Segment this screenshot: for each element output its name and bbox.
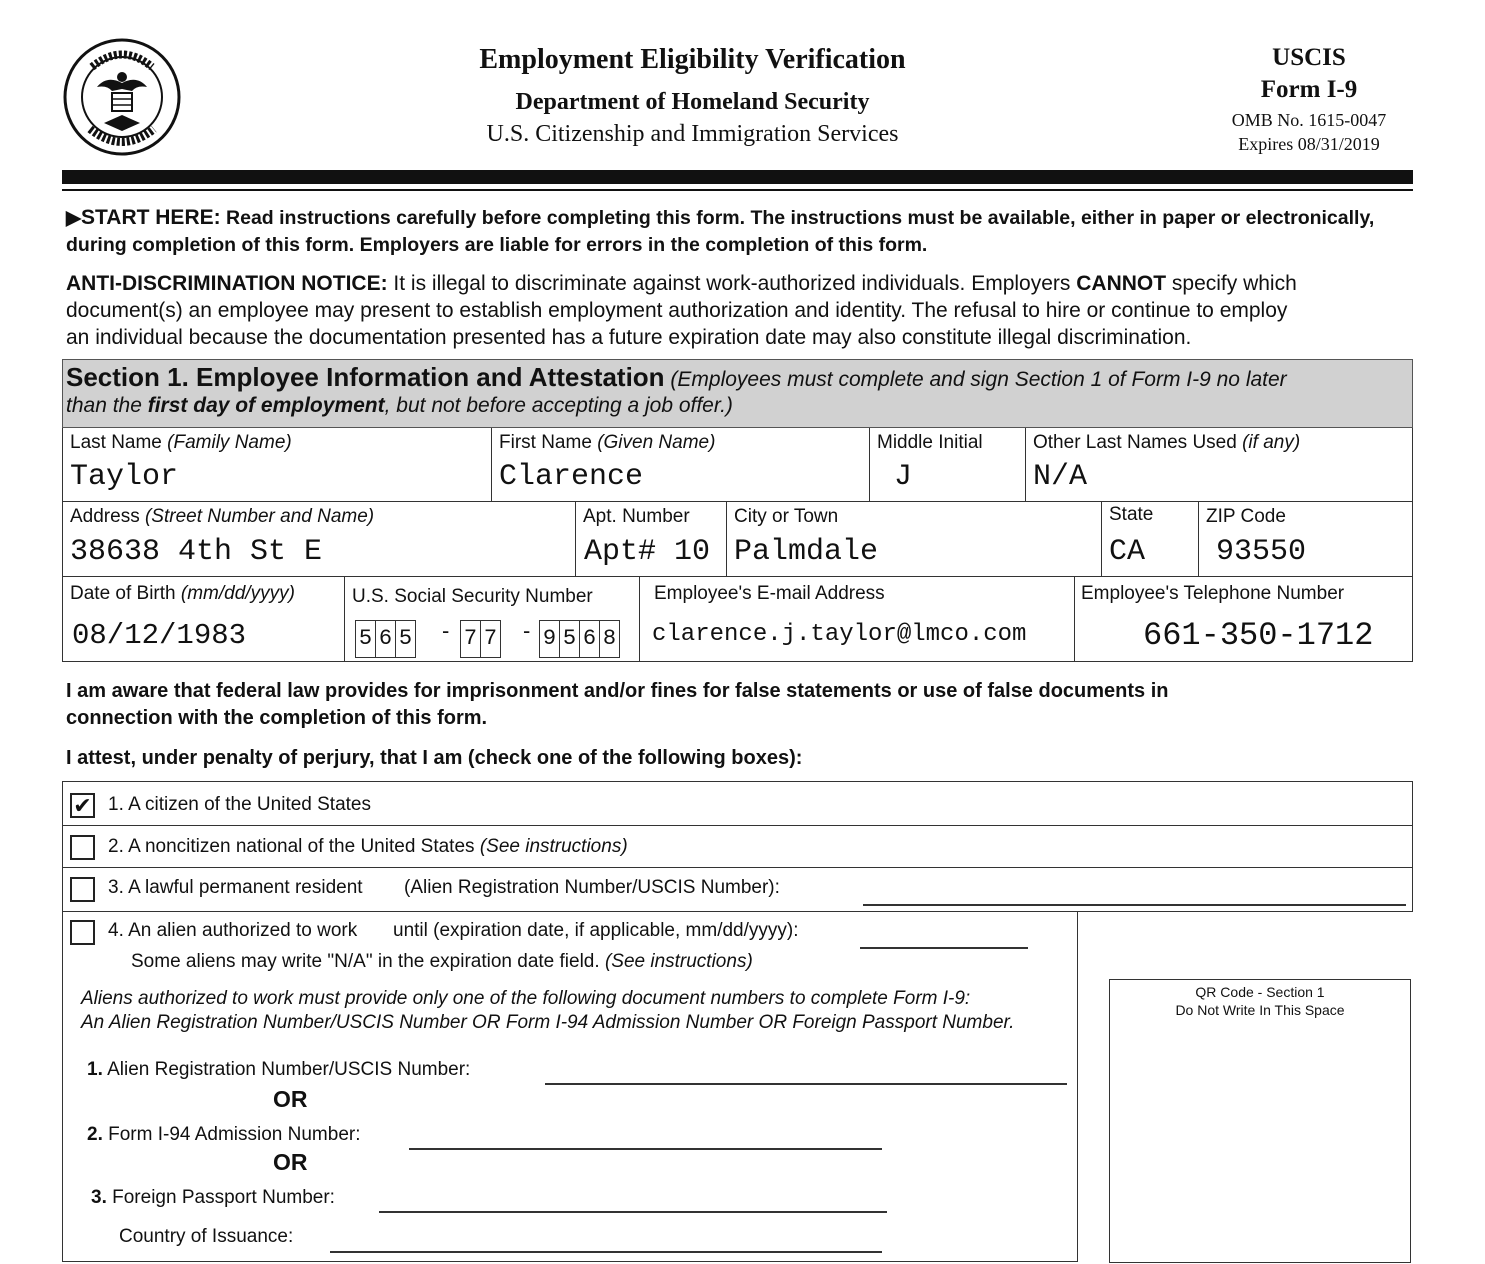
noncitizen-national-checkbox[interactable] [70,835,95,860]
expiration-note: Some aliens may write "N/A" in the expiration date field. [131,951,600,972]
penalty-notice [66,678,1416,732]
alien-authorized-checkbox[interactable] [70,920,95,945]
last-name-field[interactable] [63,428,492,501]
dob-row [62,577,1413,662]
citizen-label: 1. A citizen of the United States [108,794,371,815]
middle-initial-value: J [894,460,913,494]
ssn-digit: 7 [461,621,481,657]
city-field[interactable] [727,502,1102,576]
apt-number-value: Apt# 10 [584,535,711,569]
country-of-issuance-label: Country of Issuance: [119,1226,294,1247]
other-names-value: N/A [1033,460,1088,494]
expiration-date-label: until (expiration date, if applicable, mm/dd/yyyy): [393,920,799,941]
address-value: 38638 4th St E [70,535,323,569]
phone-value: 661-350-1712 [1143,617,1374,654]
email-field[interactable] [640,577,1075,661]
zip-label: ZIP Code [1206,506,1286,527]
passport-number-input[interactable] [379,1211,887,1213]
dob-field[interactable] [63,577,345,661]
qr-code-note: Do Not Write In This Space [1175,1002,1345,1018]
notice-text-2: specify which [1166,272,1297,295]
section1-subtitle-2a: than the [66,394,148,417]
ssn-digit: 6 [580,621,600,657]
department-name: Department of Homeland Security [515,89,870,115]
ssn-digit: 6 [376,621,396,657]
notice-label: ANTI-DISCRIMINATION NOTICE: [66,272,388,295]
dhs-seal [62,37,182,157]
first-name-field[interactable] [492,428,870,501]
country-of-issuance-input[interactable] [330,1251,882,1253]
ssn-digit: 5 [398,626,413,651]
dob-value: 08/12/1983 [72,619,247,652]
section1-subtitle: (Employees must complete and sign Section 1 of Form I-9 no later [664,368,1287,391]
address-row [62,502,1413,577]
first-name-value: Clarence [499,460,644,494]
option-citizen [62,781,1413,826]
first-name-label: First Name [499,432,592,453]
email-value: clarence.j.taylor@lmco.com [652,621,1027,648]
play-arrow-icon: ▶ [66,207,81,229]
noncitizen-national-label: 2. A noncitizen national of the United States [108,836,475,857]
section1-title: Section 1. Employee Information and Attestation [66,362,665,392]
dob-hint: (mm/dd/yyyy) [180,583,295,604]
section1-subtitle-2b: first day of employment [147,394,385,417]
permanent-resident-checkbox[interactable] [70,877,95,902]
middle-initial-field[interactable] [870,428,1026,501]
notice-line-3: an individual because the documentation presented has a future expiration date may also constitute illegal discrimination. [66,326,1192,349]
last-name-label: Last Name [70,432,162,453]
ssn-group-1 [355,620,416,658]
last-name-hint: (Family Name) [167,432,292,453]
section1-subtitle-2c: , but not before accepting a job offer.) [384,394,733,417]
first-name-hint: (Given Name) [597,432,716,453]
alien-number-input[interactable] [545,1083,1067,1085]
citizen-checkbox[interactable] [70,793,95,818]
expiration-date-input[interactable] [860,947,1028,949]
aliens-note-1: Aliens authorized to work must provide only one of the following document numbers to complete Form I-9: [81,988,971,1009]
start-here-text-2: during completion of this form. Employers are liable for errors in the completion of this form. [66,234,928,256]
notice-text-1: It is illegal to discriminate against work-authorized individuals. Employers [387,272,1077,295]
notice-cannot: CANNOT [1076,272,1167,295]
i94-number-index: 2. [87,1124,103,1145]
check-mark-icon: ✔ [73,793,92,818]
zip-value: 93550 [1216,535,1307,569]
uscis-label: USCIS [1272,44,1346,71]
header-rule-thick [62,170,1413,184]
start-here-text: Read instructions carefully before completing this form. The instructions must be available, either in paper or electronically, [220,207,1375,229]
form-title: Employment Eligibility Verification [479,44,906,75]
penalty-line-2: connection with the completion of this form. [66,707,488,729]
permanent-resident-label: 3. A lawful permanent resident [108,877,363,898]
attestation-heading: I attest, under penalty of perjury, that I am (check one of the following boxes): [66,747,803,769]
permanent-resident-number-label: (Alien Registration Number/USCIS Number): [404,877,780,898]
other-names-label: Other Last Names Used [1033,432,1237,453]
anti-discrimination-notice [66,270,1416,351]
apt-number-label: Apt. Number [583,506,690,527]
ssn-group-3 [539,620,620,658]
alien-number-index: 1. [87,1059,103,1080]
state-field[interactable] [1102,502,1199,576]
ssn-label: U.S. Social Security Number [352,586,593,607]
or-label-1: OR [273,1086,308,1112]
alien-authorized-label: 4. An alien authorized to work [108,920,358,941]
aliens-note-2: An Alien Registration Number/USCIS Number OR Form I-94 Admission Number OR Foreign Passport Number. [81,1012,1015,1033]
ssn-digit: 9 [540,621,560,657]
other-names-hint: (if any) [1242,432,1301,453]
permanent-resident-number-input[interactable] [863,904,1406,906]
section1-header [62,359,1413,428]
address-label: Address [70,506,140,527]
address-hint: (Street Number and Name) [144,506,375,527]
start-here-label: START HERE: [81,206,221,229]
form-number: Form I-9 [1260,76,1358,103]
email-label: Employee's E-mail Address [654,583,885,604]
header-rule-thin [62,189,1413,191]
ssn-dash: - [442,618,450,643]
phone-field[interactable] [1075,577,1412,661]
address-field[interactable] [63,502,576,576]
dob-label: Date of Birth [70,583,176,604]
other-names-field[interactable] [1026,428,1412,501]
ssn-digit: 7 [483,626,498,651]
ssn-digit: 5 [356,621,376,657]
expiration-note-hint: (See instructions) [604,951,753,972]
noncitizen-national-hint: (See instructions) [479,836,628,857]
state-value: CA [1109,535,1146,569]
zip-field[interactable] [1199,502,1412,576]
option-alien-authorized [62,911,1078,1262]
option-permanent-resident [62,868,1413,912]
ssn-digit: 8 [602,626,617,651]
name-row [62,428,1413,502]
passport-number-label: Foreign Passport Number: [106,1187,335,1208]
i94-number-input[interactable] [409,1148,882,1150]
agency-name: U.S. Citizenship and Immigration Services [486,121,899,147]
alien-number-label: Alien Registration Number/USCIS Number: [102,1059,471,1080]
state-label: State [1109,504,1154,525]
option-noncitizen-national [62,825,1413,868]
apt-number-field[interactable] [576,502,727,576]
last-name-value: Taylor [70,460,179,494]
ssn-field[interactable] [345,577,640,661]
ssn-digit: 5 [560,621,580,657]
city-value: Palmdale [734,535,879,569]
ssn-dash: - [523,618,531,643]
qr-code-area [1109,979,1411,1263]
i94-number-label: Form I-94 Admission Number: [102,1124,361,1145]
or-label-2: OR [273,1149,308,1175]
omb-number: OMB No. 1615-0047 [1231,110,1387,130]
phone-label: Employee's Telephone Number [1081,583,1345,604]
expiration-date: Expires 08/31/2019 [1238,134,1380,154]
penalty-line-1: I am aware that federal law provides for imprisonment and/or fines for false statements or use of false documents in [66,680,1169,702]
qr-code-label: QR Code - Section 1 [1195,984,1325,1000]
notice-line-2: document(s) an employee may present to establish employment authorization and identity. The refusal to hire or continue to employ [66,299,1288,322]
city-label: City or Town [734,506,839,527]
start-here-paragraph [66,204,1416,259]
ssn-group-2 [460,620,501,658]
middle-initial-label: Middle Initial [877,432,983,453]
passport-number-index: 3. [91,1187,107,1208]
